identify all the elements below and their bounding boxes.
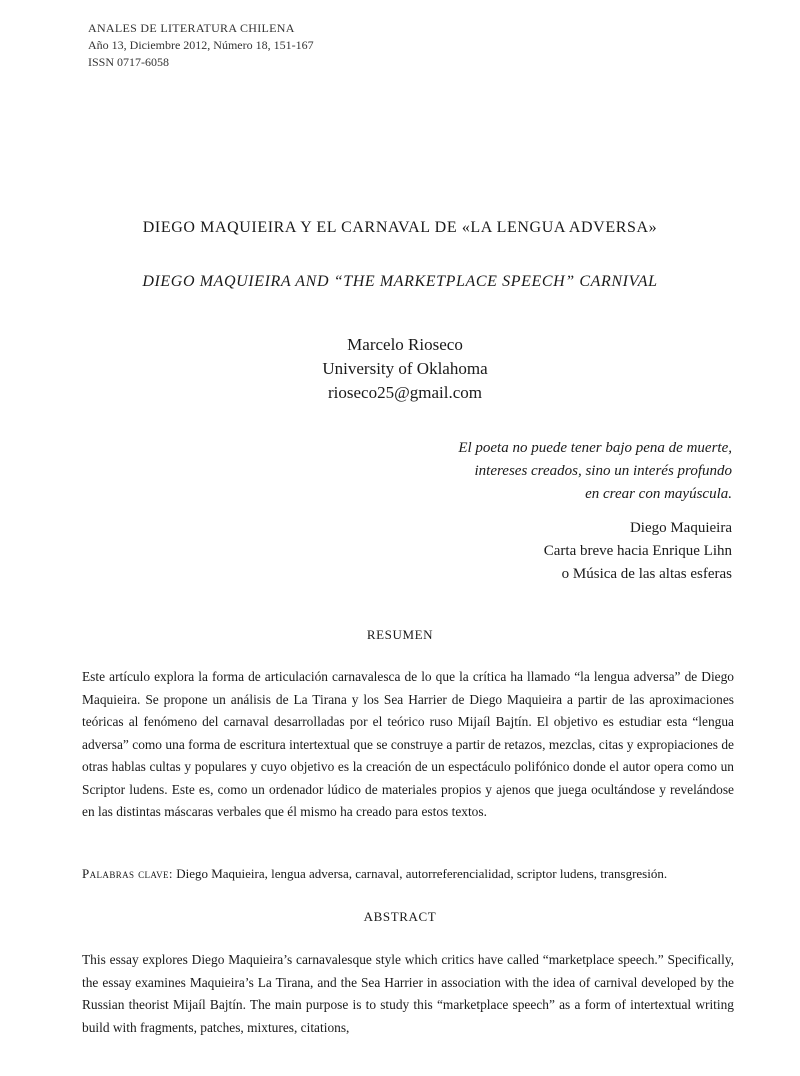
keywords-text: Diego Maquieira, lengua adversa, carnaval, autorreferencialidad, scriptor ludens, transgresión.: [176, 866, 668, 881]
resumen-text: Este artículo explora la forma de articulación carnavalesca de lo que la crítica ha llamado “la lengua adversa” de Diego Maquieira. Se propone un análisis de La Tirana y los Sea Harrier de Diego Maquieira a partir de las aproximaciones teóricas al fenómeno del carnaval desarrolladas por el teórico ruso Mijaíl Bajtín. El objetivo es estudiar esta “lengua adversa” como una forma de escritura intertextual que se construye a partir de retazos, mezclas, citas y expropiaciones de otras hablas cultas y populares y cuyo objetivo es la creación de un espectáculo polifónico donde el autor opera como un Scriptor ludens. Este es, como un ordenador lúdico de materiales propios y ajenos que juega ocultándose y revelándose en las distintas máscaras verbales que él mismo ha creado para estos textos.: [82, 669, 734, 819]
attribution-line: Diego Maquieira: [629, 520, 732, 536]
author-affiliation: University of Oklahoma: [322, 359, 488, 378]
epigraph-line: intereses creados, sino un interés profundo: [474, 463, 732, 479]
journal-header: [88, 20, 314, 71]
author-block: [0, 333, 800, 405]
journal-name: ANALES DE LITERATURA CHILENA: [88, 21, 295, 35]
attribution-line: Carta breve hacia Enrique Lihn: [543, 543, 732, 559]
author-email: rioseco25@gmail.com: [328, 383, 482, 402]
epigraph-attribution: [352, 517, 732, 586]
abstract-text: This essay explores Diego Maquieira’s carnavalesque style which critics have called “marketplace speech.” Specifically, the essay examines Maquieira’s La Tirana, and the Sea Harrier in association with the idea of carnival developed by the Russian theorist Mijaíl Bajtín. The main purpose is to study this “marketplace speech” as a form of intertextual writing build with fragments, patches, mixtures, citations,: [82, 952, 734, 1035]
author-name: Marcelo Rioseco: [347, 335, 463, 354]
journal-issue: Año 13, Diciembre 2012, Número 18, 151-167: [88, 38, 314, 52]
epigraph-line: en crear con mayúscula.: [585, 486, 732, 502]
title-english: DIEGO MAQUIEIRA AND “THE MARKETPLACE SPEECH” CARNIVAL: [142, 273, 658, 290]
keywords-label: Palabras clave:: [82, 866, 173, 881]
abstract-heading: ABSTRACT: [363, 909, 437, 924]
keywords: [82, 865, 736, 883]
resumen-heading: RESUMEN: [366, 627, 434, 642]
epigraph-line: El poeta no puede tener bajo pena de muerte,: [458, 440, 732, 456]
attribution-line: o Música de las altas esferas: [561, 566, 732, 582]
title-spanish: DIEGO MAQUIEIRA Y EL CARNAVAL DE «LA LENGUA ADVERSA»: [142, 219, 658, 236]
epigraph: [352, 437, 732, 506]
journal-issn: ISSN 0717-6058: [88, 55, 170, 69]
